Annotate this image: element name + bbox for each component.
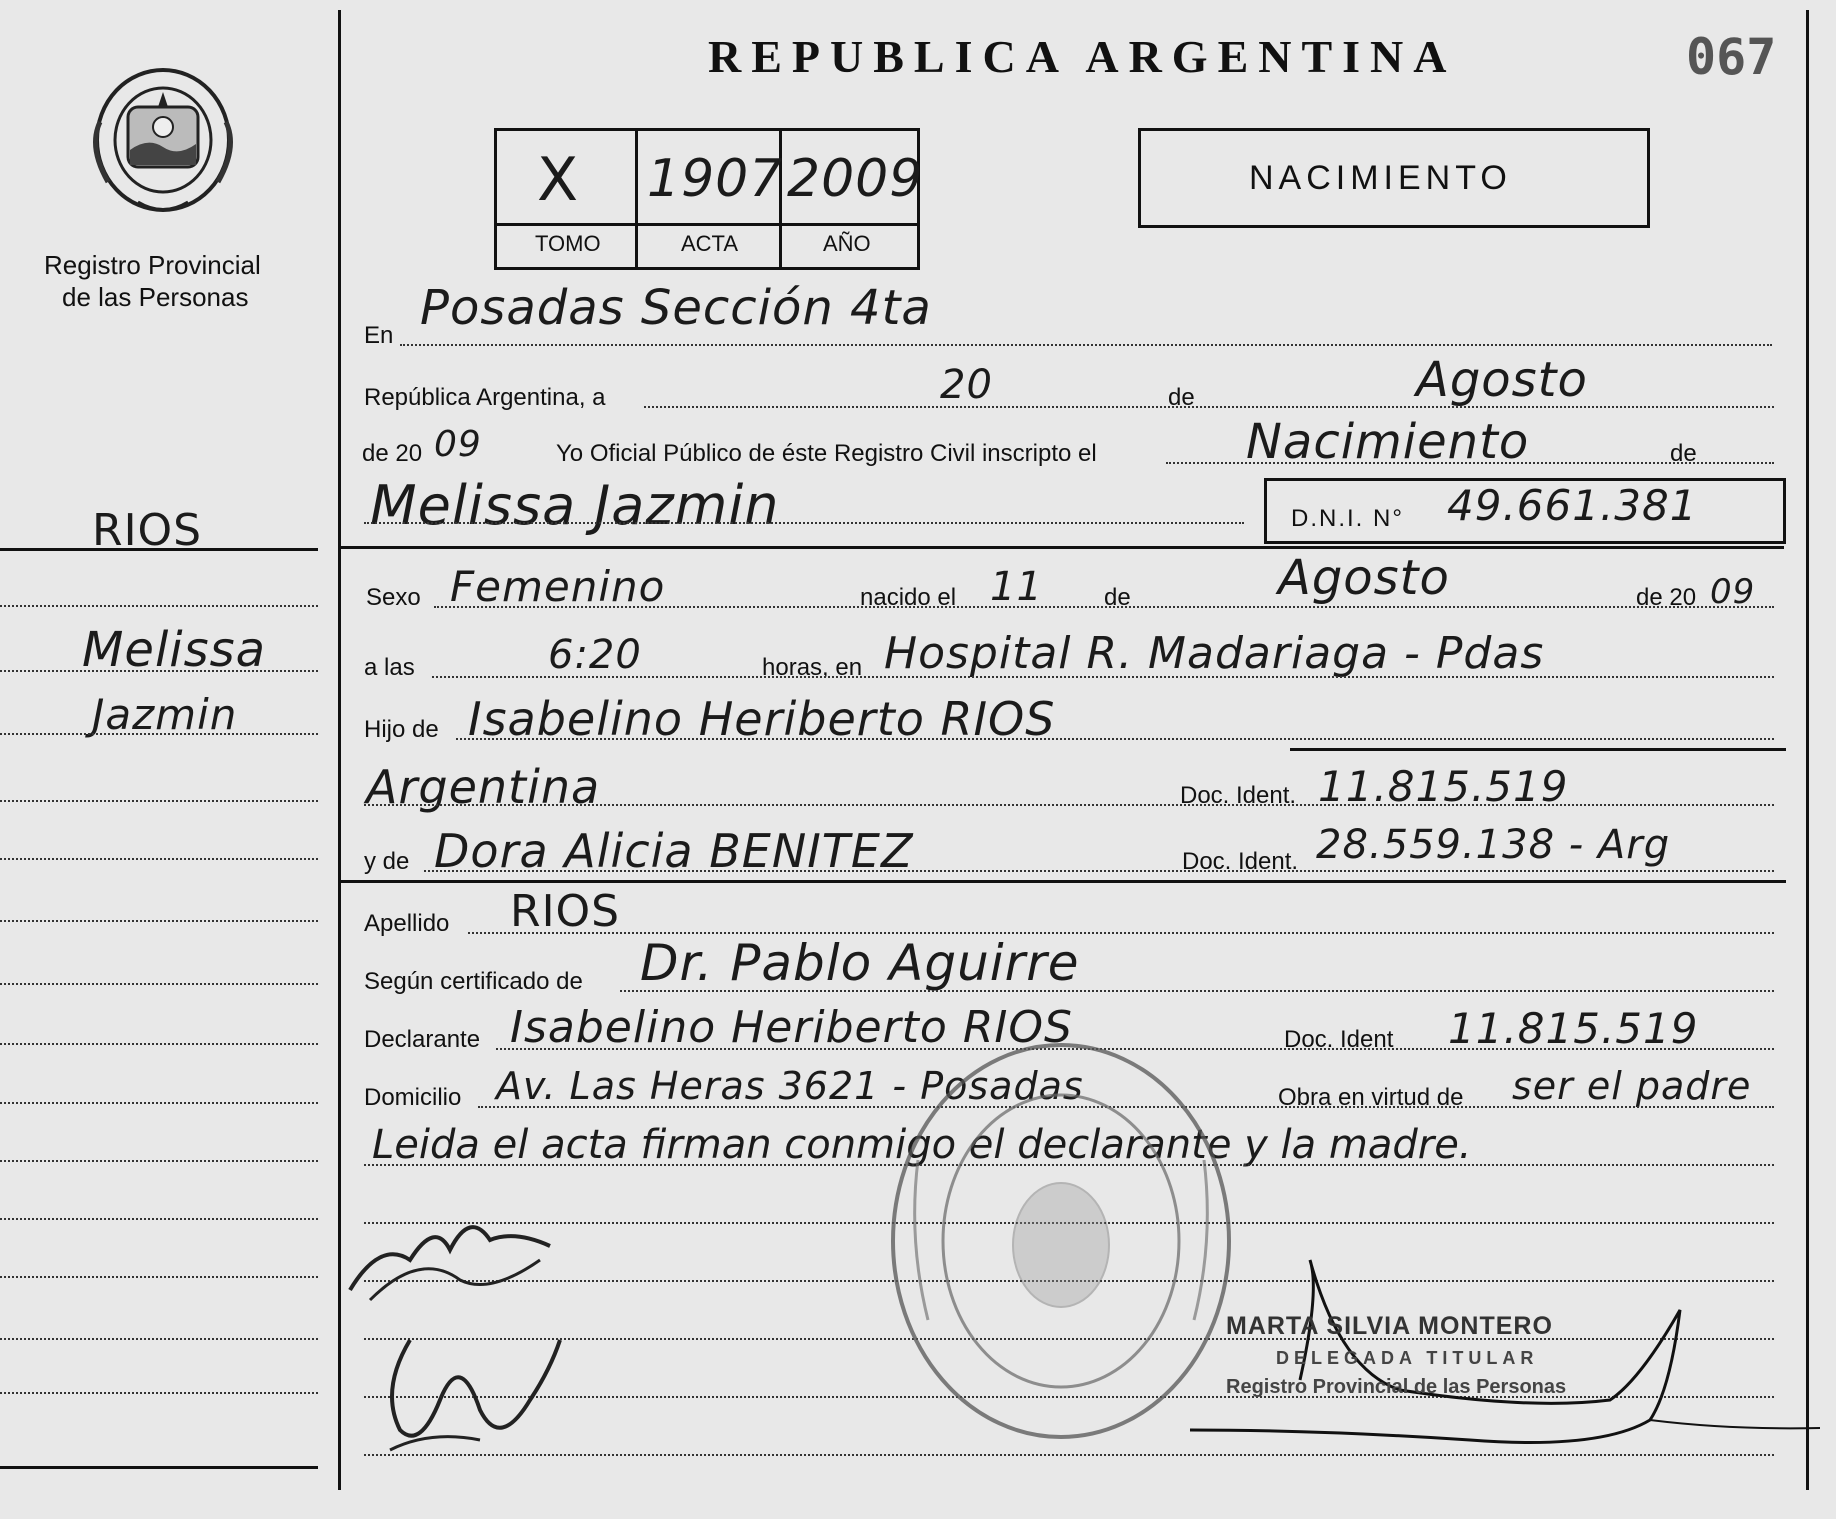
birth-year-label: de 20 — [1636, 584, 1697, 611]
segun-label: Según certificado de — [364, 968, 583, 995]
republica-label: República Argentina, a — [364, 384, 606, 411]
closing-statement: Leida el acta firman conmigo el declarante y la madre. — [372, 1122, 1472, 1168]
registry-name-line-2: de las Personas — [62, 282, 249, 312]
official-stamp-name: MARTA SILVIA MONTERO — [1226, 1312, 1553, 1340]
apellido-value: RIOS — [510, 886, 621, 937]
hijo-rule — [456, 738, 1774, 740]
sidebar-rule — [0, 1160, 318, 1162]
child-name-rule — [364, 522, 1244, 524]
acta-value: 1907 — [647, 149, 784, 209]
official-stamp-office: Registro Provincial de las Personas — [1226, 1376, 1567, 1398]
sidebar-rule — [0, 670, 318, 672]
record-box-divider — [497, 223, 917, 226]
day-value: 20 — [940, 362, 993, 408]
dni-value: 49.661.381 — [1447, 481, 1698, 530]
record-type-box — [1138, 128, 1650, 228]
doc-ident-label: Doc. Ident. — [1180, 782, 1297, 809]
tomo-label: TOMO — [535, 231, 601, 256]
sidebar-rule — [0, 1392, 318, 1394]
mother-doc-label: Doc. Ident. — [1182, 848, 1299, 875]
republica-rule — [644, 406, 1774, 408]
time-value: 6:20 — [548, 632, 642, 678]
record-number-box — [494, 128, 924, 270]
de-label: de — [1168, 384, 1195, 411]
nacido-label: nacido el — [860, 584, 957, 611]
dni-label: D.N.I. N° — [1291, 505, 1404, 532]
mother-rule — [424, 870, 1774, 872]
nationality-rule — [364, 804, 1774, 806]
sidebar-rule — [0, 1338, 318, 1340]
sidebar-rule — [0, 983, 318, 985]
sidebar-rule — [0, 1043, 318, 1045]
month-value: Agosto — [1416, 352, 1588, 408]
year-rule — [1166, 462, 1774, 464]
domicilio-label: Domicilio — [364, 1084, 462, 1111]
provincial-seal-emblem — [78, 52, 248, 224]
alas-label: a las — [364, 654, 415, 681]
birth-day-value: 11 — [990, 564, 1043, 610]
alas-rule — [432, 676, 1774, 678]
sidebar-surname-rule — [0, 548, 318, 551]
father-value: Isabelino Heriberto RIOS — [468, 692, 1056, 746]
name-section-rule — [340, 546, 1784, 549]
sidebar-rule — [0, 1276, 318, 1278]
apellido-label: Apellido — [364, 910, 450, 937]
sidebar-surname: RIOS — [92, 505, 203, 556]
en-value: Posadas Sección 4ta — [420, 280, 932, 336]
child-name-value: Melissa Jazmin — [370, 474, 780, 537]
sidebar-rule — [0, 733, 318, 735]
acta-label: ACTA — [681, 231, 739, 256]
yde-label: y de — [364, 848, 410, 875]
sidebar-rule — [0, 800, 318, 802]
father-doc-value: 11.815.519 — [1318, 762, 1569, 811]
mother-signature — [370, 1310, 570, 1460]
tomo-value: X — [537, 145, 580, 215]
sidebar-rule — [0, 1102, 318, 1104]
record-type-label: NACIMIENTO — [1249, 159, 1512, 197]
obra-value: ser el padre — [1512, 1064, 1752, 1108]
sidebar-rule — [0, 858, 318, 860]
sidebar-rule — [0, 605, 318, 607]
declarante-label: Declarante — [364, 1026, 481, 1053]
declarante-value: Isabelino Heriberto RIOS — [510, 1002, 1073, 1053]
registry-name-line-1: Registro Provincial — [44, 250, 261, 280]
sexo-value: Femenino — [450, 562, 666, 611]
sexo-rule — [434, 606, 1774, 608]
country-title: REPUBLICA ARGENTINA — [708, 31, 1457, 82]
segun-rule — [620, 990, 1774, 992]
father-nationality-value: Argentina — [366, 760, 601, 814]
sidebar-rule — [0, 920, 318, 922]
sidebar-bottom-rule — [0, 1466, 318, 1469]
birth-year-value: 09 — [1710, 572, 1756, 612]
sexo-label: Sexo — [366, 584, 421, 611]
anio-value: 2009 — [787, 149, 924, 209]
sidebar-given-name-2: Jazmin — [92, 690, 238, 739]
certificate-value: Dr. Pablo Aguirre — [640, 934, 1080, 992]
sidebar-given-name-1: Melissa — [82, 622, 267, 678]
sidebar-rule — [0, 1218, 318, 1220]
year-value: 09 — [434, 424, 482, 465]
mother-section-rule — [340, 880, 1786, 883]
horas-label: horas, en — [762, 654, 863, 681]
mother-value: Dora Alicia BENITEZ — [434, 824, 914, 878]
en-label: En — [364, 322, 394, 349]
place-value: Hospital R. Madariaga - Pdas — [884, 628, 1545, 679]
declarant-signature — [340, 1200, 560, 1310]
official-stamp-title: DELEGADA TITULAR — [1276, 1348, 1539, 1368]
de-label-3: de — [1104, 584, 1131, 611]
declarante-doc-value: 11.815.519 — [1448, 1004, 1699, 1053]
year-prefix-label: de 20 — [362, 440, 423, 467]
mother-doc-value: 28.559.138 - Arg — [1316, 822, 1671, 868]
record-box-divider — [635, 131, 638, 267]
hijo-section-rule — [1290, 748, 1786, 751]
en-rule — [400, 344, 1772, 346]
anio-label: AÑO — [823, 231, 871, 256]
official-label: Yo Oficial Público de éste Registro Civil inscripto el — [556, 440, 1097, 467]
declarante-doc-label: Doc. Ident — [1284, 1026, 1394, 1053]
birth-month-value: Agosto — [1278, 550, 1450, 606]
inscribed-value: Nacimiento — [1246, 414, 1530, 470]
de-label-2: de — [1670, 440, 1697, 467]
page-number: 067 — [1686, 28, 1777, 86]
obra-label: Obra en virtud de — [1278, 1084, 1464, 1111]
hijo-label: Hijo de — [364, 716, 439, 743]
dni-box — [1264, 478, 1786, 544]
domicilio-value: Av. Las Heras 3621 - Posadas — [496, 1064, 1084, 1108]
